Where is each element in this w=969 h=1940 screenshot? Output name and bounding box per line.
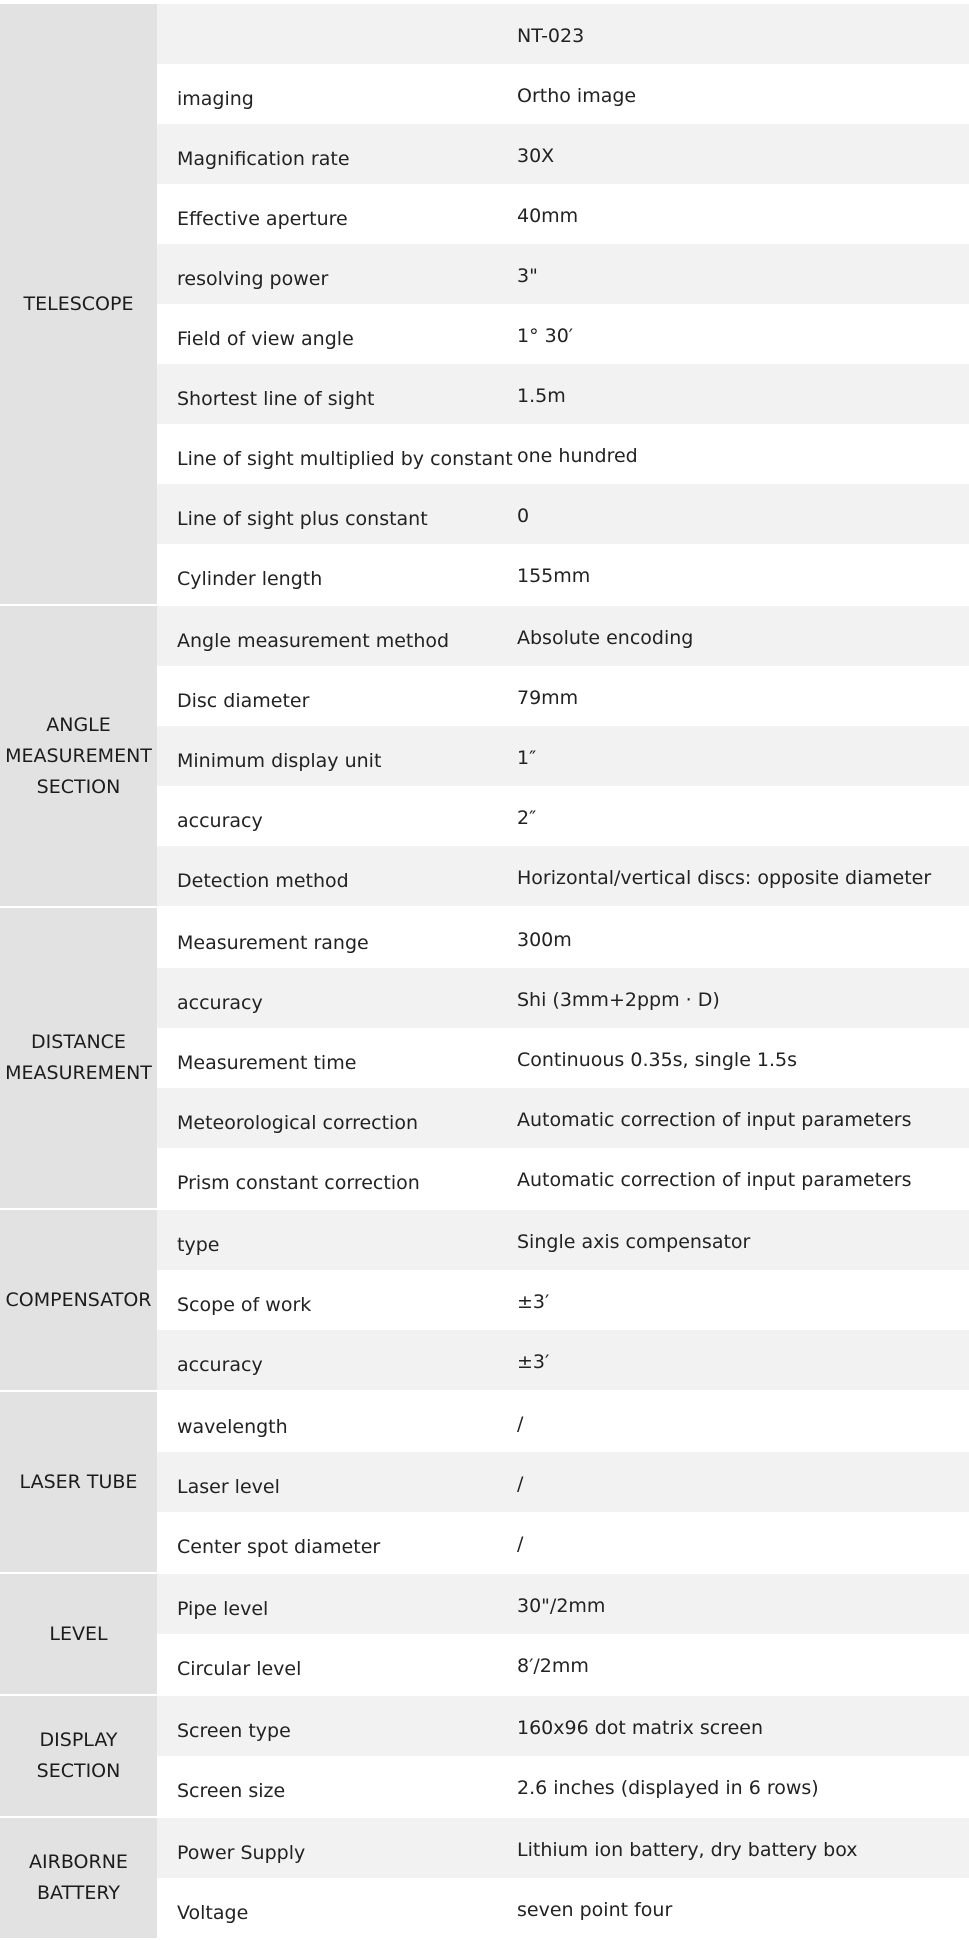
table-row — [157, 1270, 969, 1330]
spec-key: Detection method — [177, 870, 349, 892]
spec-value: seven point four — [517, 1899, 673, 1921]
table-row — [157, 1088, 969, 1148]
spec-value: Continuous 0.35s, single 1.5s — [517, 1049, 798, 1071]
table-row — [157, 1028, 969, 1088]
spec-key: Pipe level — [177, 1598, 269, 1620]
table-row — [157, 124, 969, 184]
spec-value: 300m — [517, 929, 572, 951]
spec-value: / — [517, 1473, 524, 1495]
section-label: AIRBORNE BATTERY — [0, 1818, 157, 1938]
spec-value: 2″ — [517, 807, 537, 829]
spec-section — [0, 4, 969, 606]
spec-table — [0, 4, 969, 1940]
spec-value: 1° 30′ — [517, 325, 574, 347]
table-row — [157, 1512, 969, 1572]
spec-key: resolving power — [177, 268, 329, 290]
spec-key: Screen type — [177, 1720, 291, 1742]
table-row — [157, 544, 969, 604]
spec-key: Effective aperture — [177, 208, 348, 230]
section-label: LEVEL — [0, 1574, 157, 1694]
spec-key: wavelength — [177, 1416, 288, 1438]
spec-key: Field of view angle — [177, 328, 354, 350]
table-row — [157, 64, 969, 124]
section-rows — [157, 908, 969, 1208]
table-row — [157, 908, 969, 968]
table-row — [157, 1452, 969, 1512]
spec-value: 8′/2mm — [517, 1655, 589, 1677]
table-row — [157, 1878, 969, 1938]
table-row — [157, 244, 969, 304]
spec-value: 160x96 dot matrix screen — [517, 1717, 764, 1739]
spec-value: 1″ — [517, 747, 537, 769]
spec-key: Magnification rate — [177, 148, 350, 170]
section-label: TELESCOPE — [0, 4, 157, 604]
spec-value: 155mm — [517, 565, 591, 587]
section-label: COMPENSATOR — [0, 1210, 157, 1390]
table-row — [157, 4, 969, 64]
spec-key: Shortest line of sight — [177, 388, 375, 410]
spec-section — [0, 1818, 969, 1940]
spec-key: Cylinder length — [177, 568, 323, 590]
table-row — [157, 364, 969, 424]
spec-key: Laser level — [177, 1476, 280, 1498]
spec-key: Circular level — [177, 1658, 302, 1680]
table-row — [157, 846, 969, 906]
spec-key: type — [177, 1234, 220, 1256]
table-row — [157, 1148, 969, 1208]
table-row — [157, 1210, 969, 1270]
table-row — [157, 726, 969, 786]
spec-key: Line of sight plus constant — [177, 508, 428, 530]
section-label: DISTANCE MEASUREMENT — [0, 908, 157, 1208]
spec-value: one hundred — [517, 445, 638, 467]
section-rows — [157, 1574, 969, 1694]
section-rows — [157, 4, 969, 604]
spec-section — [0, 1392, 969, 1574]
spec-key: Measurement range — [177, 932, 369, 954]
spec-key: Prism constant correction — [177, 1172, 420, 1194]
spec-key: Measurement time — [177, 1052, 357, 1074]
spec-value: / — [517, 1413, 524, 1435]
spec-key: accuracy — [177, 1354, 263, 1376]
spec-key: Scope of work — [177, 1294, 312, 1316]
spec-key: Screen size — [177, 1780, 286, 1802]
section-rows — [157, 1818, 969, 1938]
table-row — [157, 184, 969, 244]
table-row — [157, 424, 969, 484]
spec-value: 30"/2mm — [517, 1595, 606, 1617]
table-row — [157, 1818, 969, 1878]
spec-value: ±3′ — [517, 1291, 550, 1313]
spec-value: Automatic correction of input parameters — [517, 1169, 912, 1191]
table-row — [157, 1392, 969, 1452]
table-row — [157, 968, 969, 1028]
spec-value: ±3′ — [517, 1351, 550, 1373]
section-rows — [157, 606, 969, 906]
table-row — [157, 1330, 969, 1390]
spec-value: / — [517, 1533, 524, 1555]
spec-key: Power Supply — [177, 1842, 306, 1864]
spec-section — [0, 1696, 969, 1818]
spec-value: Absolute encoding — [517, 627, 694, 649]
spec-section — [0, 1574, 969, 1696]
spec-value: 0 — [517, 505, 530, 527]
section-label: ANGLE MEASUREMENT SECTION — [0, 606, 157, 906]
table-row — [157, 304, 969, 364]
table-row — [157, 786, 969, 846]
spec-key: accuracy — [177, 810, 263, 832]
table-row — [157, 484, 969, 544]
spec-value: Single axis compensator — [517, 1231, 751, 1253]
spec-section — [0, 908, 969, 1210]
spec-value: NT-023 — [517, 25, 585, 47]
spec-value: Shi (3mm+2ppm · D) — [517, 989, 720, 1011]
spec-key: Minimum display unit — [177, 750, 382, 772]
spec-value: 3" — [517, 265, 538, 287]
section-rows — [157, 1392, 969, 1572]
spec-value: Horizontal/vertical discs: opposite diameter — [517, 867, 932, 889]
table-row — [157, 1696, 969, 1756]
spec-value: Lithium ion battery, dry battery box — [517, 1839, 858, 1861]
spec-key: Angle measurement method — [177, 630, 450, 652]
table-row — [157, 1756, 969, 1816]
section-label: LASER TUBE — [0, 1392, 157, 1572]
spec-key: Meteorological correction — [177, 1112, 418, 1134]
spec-value: 1.5m — [517, 385, 566, 407]
spec-value: 79mm — [517, 687, 579, 709]
spec-value: 30X — [517, 145, 555, 167]
spec-value: Ortho image — [517, 85, 637, 107]
section-rows — [157, 1210, 969, 1390]
spec-key: Line of sight multiplied by constant — [177, 448, 513, 470]
table-row — [157, 606, 969, 666]
table-row — [157, 666, 969, 726]
spec-key: imaging — [177, 88, 254, 110]
spec-value: 2.6 inches (displayed in 6 rows) — [517, 1777, 819, 1799]
spec-key: Voltage — [177, 1902, 249, 1924]
section-rows — [157, 1696, 969, 1816]
spec-key: Center spot diameter — [177, 1536, 381, 1558]
spec-key: Disc diameter — [177, 690, 310, 712]
spec-section — [0, 606, 969, 908]
spec-section — [0, 1210, 969, 1392]
section-label: DISPLAY SECTION — [0, 1696, 157, 1816]
table-row — [157, 1634, 969, 1694]
spec-key: accuracy — [177, 992, 263, 1014]
table-row — [157, 1574, 969, 1634]
spec-value: Automatic correction of input parameters — [517, 1109, 912, 1131]
spec-value: 40mm — [517, 205, 579, 227]
